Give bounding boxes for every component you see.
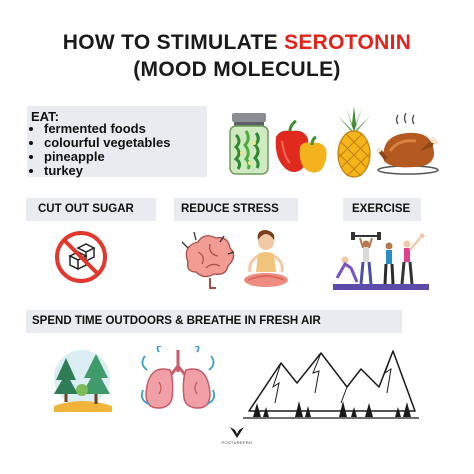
exercise-label-panel — [343, 198, 421, 221]
bell-pepper-icon — [272, 117, 330, 175]
lungs-icon — [139, 346, 217, 412]
stress-label: REDUCE STRESS — [181, 203, 279, 215]
stress-label-panel — [174, 198, 298, 221]
outdoors-label: SPEND TIME OUTDOORS & BREATHE IN FRESH AIR — [32, 315, 321, 327]
pineapple-icon — [334, 106, 374, 178]
outdoors-label-panel — [26, 310, 402, 333]
trees-icon — [52, 346, 114, 412]
list-item: • colourful vegetables — [44, 136, 170, 150]
title-accent: SEROTONIN — [284, 31, 412, 54]
brand-name: POSTUREPRO — [221, 440, 253, 445]
mountains-icon — [243, 343, 419, 421]
list-item: • fermented foods — [44, 122, 170, 136]
eat-panel — [27, 106, 207, 177]
logo-mark-icon — [217, 426, 257, 440]
eat-list — [31, 122, 170, 178]
sugar-label: CUT OUT SUGAR — [38, 203, 134, 215]
list-item: • turkey — [44, 164, 170, 178]
exercise-label: EXERCISE — [352, 203, 411, 215]
title-prefix: HOW TO STIMULATE — [62, 31, 285, 54]
list-item: • pineapple — [44, 150, 170, 164]
no-sugar-icon — [54, 230, 108, 284]
eat-heading: EAT: — [31, 109, 59, 124]
page-title — [0, 29, 474, 56]
sugar-label-panel — [26, 198, 156, 221]
jar-icon — [228, 113, 270, 175]
page-subtitle: (MOOD MOLECULE) — [133, 58, 341, 81]
brand-logo — [217, 426, 257, 445]
brain-meditation-icon — [180, 230, 292, 292]
roast-turkey-icon — [376, 113, 440, 175]
people-exercising-icon — [333, 230, 429, 290]
